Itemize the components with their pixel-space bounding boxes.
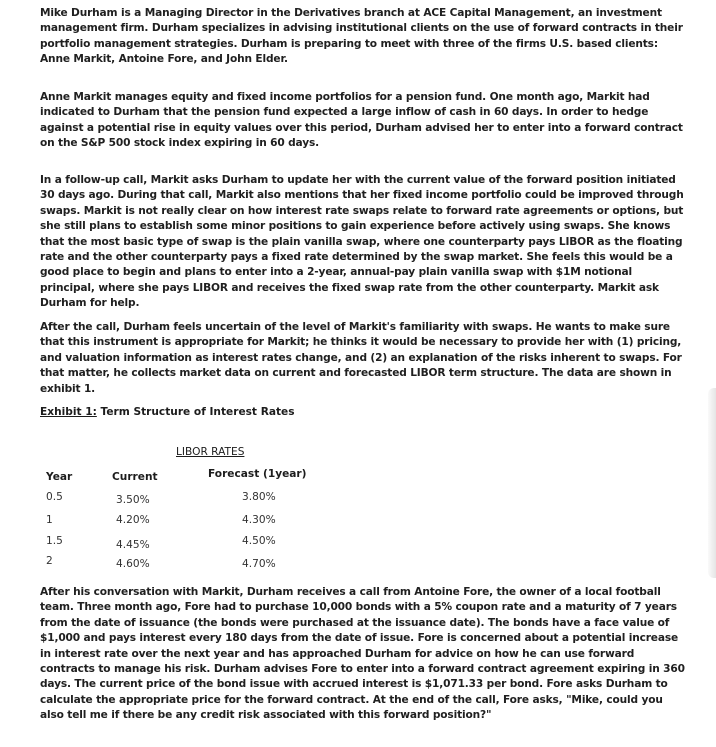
libor-rates-header: LIBOR RATES — [176, 446, 245, 458]
table-cell-current: 4.20% — [116, 514, 150, 526]
page-edge-scroll-indicator[interactable] — [708, 388, 716, 578]
table-cell-year: 0.5 — [46, 491, 63, 503]
exhibit-title: Term Structure of Interest Rates — [96, 406, 295, 418]
table-cell-current: 3.50% — [116, 494, 150, 506]
current-column-header: Current — [112, 471, 158, 483]
paragraph-fore-bonds: After his conversation with Markit, Durham receives a call from Antoine Fore, the owner of a local football team. Three month ago, Fore had to purchase 10,000 bonds with a 5% coupon rate and a maturity of 7 years from the date of issuance (the bonds were purchased at the issuance date). The bonds have a face value of $1,000 and pays interest every 180 days from the date of issue. Fore is concerned about a potential increase in interest rate over the next year and has approached Durham for advice on how he can use forward contracts to manage his risk. Durham advises Fore to enter into a forward contract agreement expiring in 360 days. The current price of the bond issue with accrued interest is $1,071.33 per bond. Fore asks Durham to calculate the appropriate price for the forward contract. At the end of the call, Fore asks, "Mike, could you also tell me if there be any credit risk associated with this forward position?" — [40, 586, 685, 722]
exhibit-heading — [40, 406, 295, 418]
libor-rates-table — [40, 446, 440, 576]
forecast-column-header: Forecast (1year) — [208, 468, 307, 480]
paragraph-markit-swaps: In a follow-up call, Markit asks Durham to update her with the current value of the forward position initiated 30 days ago. During that call, Markit also mentions that her fixed income portfolio could be improved through swaps. Markit is not really clear on how interest rate swaps relate to forward rate agreements or options, but she still plans to establish some minor positions to gain experience before actively using swaps. She knows that the most basic type of swap is the plain vanilla swap, where one counterparty pays LIBOR as the floating rate and the other counterparty pays a fixed rate determined by the swap market. She feels this would be a good place to begin and plans to enter into a 2-year, annual-pay plain vanilla swap with $1M notional principal, where she pays LIBOR and receives the fixed swap rate from the other counterparty. Markit ask Durham for help. — [40, 174, 684, 310]
year-column-header: Year — [46, 471, 73, 483]
table-cell-forecast: 4.50% — [242, 535, 276, 547]
table-cell-year: 1.5 — [46, 535, 63, 547]
paragraph-markit-forward: Anne Markit manages equity and fixed income portfolios for a pension fund. One month ago, Markit had indicated to Durham that the pension fund expected a large inflow of cash in 60 days. In order to hedge against a potential rise in equity values over this period, Durham advised her to enter into a forward contract on the S&P 500 stock index expiring in 60 days. — [40, 91, 683, 150]
table-cell-year: 2 — [46, 555, 53, 567]
table-cell-current: 4.45% — [116, 539, 150, 551]
table-cell-year: 1 — [46, 514, 53, 526]
table-cell-current: 4.60% — [116, 558, 150, 570]
table-cell-forecast: 4.70% — [242, 558, 276, 570]
paragraph-durham-data: After the call, Durham feels uncertain of the level of Markit's familiarity with swaps. He wants to make sure that this instrument is appropriate for Markit; he thinks it would be necessary to provide her with (1) pricing, and valuation information as interest rates change, and (2) an explanation of the risks inherent to swaps. For that matter, he collects market data on current and forecasted LIBOR term structure. The data are shown in exhibit 1. — [40, 321, 682, 395]
table-cell-forecast: 4.30% — [242, 514, 276, 526]
paragraph-intro: Mike Durham is a Managing Director in the Derivatives branch at ACE Capital Management, an investment management firm. Durham specializes in advising institutional clients on the use of forward contracts in their portfolio management strategies. Durham is preparing to meet with three of the firms U.S. based clients: Anne Markit, Antoine Fore, and John Elder. — [40, 7, 683, 66]
exhibit-label: Exhibit 1: — [40, 406, 97, 418]
table-cell-forecast: 3.80% — [242, 491, 276, 503]
